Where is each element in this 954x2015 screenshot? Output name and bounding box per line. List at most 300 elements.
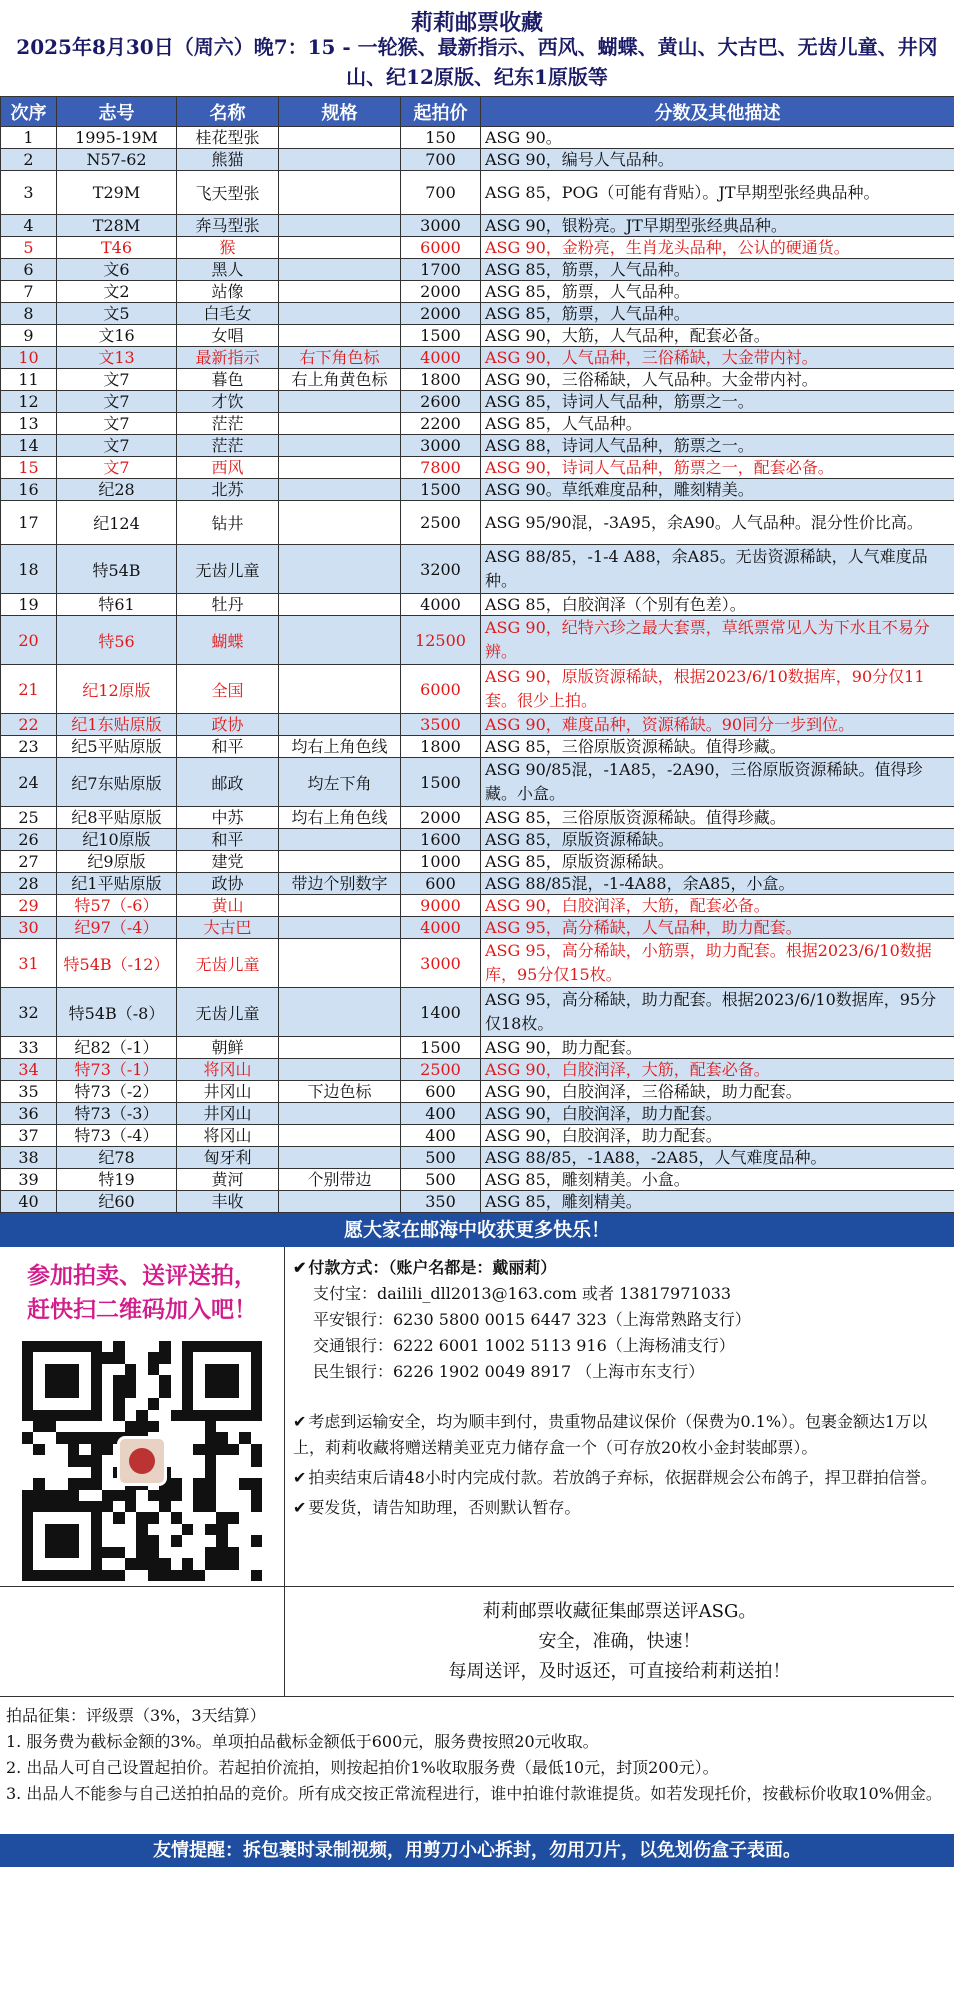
lot-desc: ASG 95，高分稀缺，小筋票，助力配套。根据2023/6/10数据库，95分仅15枚。 xyxy=(481,939,954,988)
lot-name: 西风 xyxy=(177,457,279,479)
lot-code: 纪8平贴原版 xyxy=(57,807,177,829)
lot-name: 奔马型张 xyxy=(177,215,279,237)
lot-name: 蝴蝶 xyxy=(177,616,279,665)
table-row xyxy=(1,171,954,215)
table-row xyxy=(1,1037,954,1059)
lot-spec xyxy=(279,917,401,939)
lot-name: 飞天型张 xyxy=(177,171,279,215)
lot-code: 特61 xyxy=(57,594,177,616)
lot-spec: 个别带边 xyxy=(279,1169,401,1191)
lot-order: 21 xyxy=(1,665,57,714)
lot-name: 才饮 xyxy=(177,391,279,413)
lot-price: 2000 xyxy=(401,807,481,829)
lot-order: 35 xyxy=(1,1081,57,1103)
pitch-line-1: 莉莉邮票收藏征集邮票送评ASG。 xyxy=(482,1601,757,1622)
table-row xyxy=(1,917,954,939)
lot-order: 31 xyxy=(1,939,57,988)
lot-desc: ASG 90，银粉亮。JT早期型张经典品种。 xyxy=(481,215,954,237)
wish-banner: 愿大家在邮海中收获更多快乐！ xyxy=(0,1213,954,1247)
lot-name: 熊猫 xyxy=(177,149,279,171)
lot-order: 28 xyxy=(1,873,57,895)
lot-desc: ASG 90，助力配套。 xyxy=(481,1037,954,1059)
col-desc: 分数及其他描述 xyxy=(481,97,954,127)
table-row xyxy=(1,479,954,501)
lot-spec: 右下角色标 xyxy=(279,347,401,369)
lot-price: 400 xyxy=(401,1103,481,1125)
lot-spec: 右上角黄色标 xyxy=(279,369,401,391)
rule-item: 3. 出品人不能参与自己送拍拍品的竞价。所有成交按正常流程进行，谁中拍谁付款谁提货。如若发现托价，按截标价收取10%佣金。 xyxy=(6,1784,942,1803)
lot-desc: ASG 85，三俗原版资源稀缺。值得珍藏。 xyxy=(481,736,954,758)
lot-desc: ASG 85，白胶润泽（个别有色差）。 xyxy=(481,594,954,616)
lot-code: 纪97（-4） xyxy=(57,917,177,939)
lot-desc: ASG 90，纪特六珍之最大套票，草纸票常见人为下水且不易分辨。 xyxy=(481,616,954,665)
lot-desc: ASG 90/85混，-1A85，-2A90，三俗原版资源稀缺。值得珍藏。小盒。 xyxy=(481,758,954,807)
lot-code: 文2 xyxy=(57,281,177,303)
lot-spec xyxy=(279,259,401,281)
lot-price: 9000 xyxy=(401,895,481,917)
lot-spec xyxy=(279,1059,401,1081)
lot-spec xyxy=(279,215,401,237)
payment-line: 交通银行：6222 6001 1002 5113 916（上海杨浦支行） xyxy=(313,1336,735,1355)
lot-price: 12500 xyxy=(401,616,481,665)
payment-line: 民生银行：6226 1902 0049 8917 （上海市东支行） xyxy=(313,1362,705,1381)
lots-table xyxy=(0,96,954,1213)
check-icon: ✔ xyxy=(293,1412,307,1431)
lot-code: 文13 xyxy=(57,347,177,369)
lot-order: 22 xyxy=(1,714,57,736)
lot-order: 23 xyxy=(1,736,57,758)
lot-desc: ASG 88，诗词人气品种，筋票之一。 xyxy=(481,435,954,457)
auction-subtitle: 2025年8月30日（周六）晚7：15 - 一轮猴、最新指示、西风、蝴蝶、黄山、大古巴、无齿儿童、井冈山、纪12原版、纪东1原版等 xyxy=(16,35,938,89)
lot-desc: ASG 90，白胶润泽，助力配套。 xyxy=(481,1103,954,1125)
lot-name: 牡丹 xyxy=(177,594,279,616)
lot-order: 37 xyxy=(1,1125,57,1147)
lot-code: 纪28 xyxy=(57,479,177,501)
lot-desc: ASG 85，雕刻精美。小盒。 xyxy=(481,1169,954,1191)
lot-desc: ASG 95，高分稀缺，助力配套。根据2023/6/10数据库，95分仅18枚。 xyxy=(481,988,954,1037)
table-row xyxy=(1,413,954,435)
lot-price: 7800 xyxy=(401,457,481,479)
table-row xyxy=(1,303,954,325)
lot-code: 纪124 xyxy=(57,501,177,545)
lot-price: 6000 xyxy=(401,665,481,714)
grading-pitch xyxy=(285,1587,954,1696)
lot-price: 1500 xyxy=(401,758,481,807)
lot-order: 29 xyxy=(1,895,57,917)
lot-spec xyxy=(279,594,401,616)
lot-price: 500 xyxy=(401,1169,481,1191)
lot-code: 特73（-3） xyxy=(57,1103,177,1125)
page-title: 莉莉邮票收藏 xyxy=(410,10,543,36)
lot-order: 17 xyxy=(1,501,57,545)
lot-price: 350 xyxy=(401,1191,481,1213)
lot-order: 27 xyxy=(1,851,57,873)
lot-price: 1800 xyxy=(401,736,481,758)
lot-spec xyxy=(279,237,401,259)
lot-order: 14 xyxy=(1,435,57,457)
lot-code: N57-62 xyxy=(57,149,177,171)
lot-order: 26 xyxy=(1,829,57,851)
lot-order: 30 xyxy=(1,917,57,939)
lot-order: 24 xyxy=(1,758,57,807)
lot-spec: 均右上角色线 xyxy=(279,807,401,829)
lot-desc: ASG 85，诗词人气品种，筋票之一。 xyxy=(481,391,954,413)
payment-line: 平安银行：6230 5800 0015 6447 323（上海常熟路支行） xyxy=(313,1310,751,1329)
lot-spec xyxy=(279,501,401,545)
lot-order: 32 xyxy=(1,988,57,1037)
lot-name: 猴 xyxy=(177,237,279,259)
lot-spec xyxy=(279,895,401,917)
table-row xyxy=(1,714,954,736)
lot-spec xyxy=(279,413,401,435)
lot-desc: ASG 90，难度品种，资源稀缺。90同分一步到位。 xyxy=(481,714,954,736)
note-payment-deadline: ✔ 拍卖结束后请48小时内完成付款。若放鸽子弃标，依据群规会公布鸽子，捍卫群拍信誉。 xyxy=(293,1468,937,1487)
lot-desc: ASG 90，原版资源稀缺，根据2023/6/10数据库，90分仅11套。很少上拍。 xyxy=(481,665,954,714)
lot-code: T29M xyxy=(57,171,177,215)
lot-code: 文7 xyxy=(57,457,177,479)
lot-name: 桂花型张 xyxy=(177,127,279,149)
lot-order: 20 xyxy=(1,616,57,665)
lot-spec xyxy=(279,391,401,413)
pitch-line-2: 安全，准确，快速！ xyxy=(538,1631,701,1652)
lot-spec: 下边色标 xyxy=(279,1081,401,1103)
lot-desc: ASG 90，白胶润泽，助力配套。 xyxy=(481,1125,954,1147)
lot-spec xyxy=(279,325,401,347)
table-row xyxy=(1,665,954,714)
lot-price: 3000 xyxy=(401,215,481,237)
lot-name: 井冈山 xyxy=(177,1081,279,1103)
lot-spec xyxy=(279,988,401,1037)
lot-spec xyxy=(279,939,401,988)
note-delivery: ✔ 要发货，请告知助理，否则默认暂存。 xyxy=(293,1498,581,1517)
table-row xyxy=(1,215,954,237)
table-row xyxy=(1,807,954,829)
lot-spec xyxy=(279,665,401,714)
lot-code: 特73（-4） xyxy=(57,1125,177,1147)
lot-desc: ASG 90，白胶润泽，大筋，配套必备。 xyxy=(481,1059,954,1081)
lot-desc: ASG 90，金粉亮，生肖龙头品种，公认的硬通货。 xyxy=(481,237,954,259)
lot-name: 和平 xyxy=(177,736,279,758)
table-row xyxy=(1,1103,954,1125)
col-spec: 规格 xyxy=(279,97,401,127)
rules-heading: 拍品征集：评级票（3%，3天结算） xyxy=(6,1706,266,1725)
lot-desc: ASG 85，POG（可能有背贴）。JT早期型张经典品种。 xyxy=(481,171,954,215)
lot-price: 700 xyxy=(401,171,481,215)
lot-code: 纪82（-1） xyxy=(57,1037,177,1059)
lot-order: 2 xyxy=(1,149,57,171)
lot-code: 文5 xyxy=(57,303,177,325)
table-row xyxy=(1,347,954,369)
lot-desc: ASG 85，雕刻精美。 xyxy=(481,1191,954,1213)
lot-name: 将冈山 xyxy=(177,1059,279,1081)
lot-name: 大古巴 xyxy=(177,917,279,939)
table-row xyxy=(1,851,954,873)
table-row xyxy=(1,758,954,807)
lot-code: 纪7东贴原版 xyxy=(57,758,177,807)
table-row xyxy=(1,369,954,391)
lot-desc: ASG 88/85混，-1-4A88，余A85，小盒。 xyxy=(481,873,954,895)
table-row xyxy=(1,1147,954,1169)
lot-spec: 带边个别数字 xyxy=(279,873,401,895)
lot-code: 纪78 xyxy=(57,1147,177,1169)
lot-price: 2600 xyxy=(401,391,481,413)
table-row xyxy=(1,829,954,851)
lot-desc: ASG 88/85，-1-4 A88，余A85。无齿资源稀缺，人气难度品种。 xyxy=(481,545,954,594)
lot-price: 400 xyxy=(401,1125,481,1147)
qr-code-icon[interactable] xyxy=(22,1341,262,1581)
lot-spec xyxy=(279,1147,401,1169)
table-row xyxy=(1,259,954,281)
lot-spec xyxy=(279,149,401,171)
lot-spec xyxy=(279,714,401,736)
lot-code: 文7 xyxy=(57,369,177,391)
lot-code: 特54B xyxy=(57,545,177,594)
lot-price: 3500 xyxy=(401,714,481,736)
table-row xyxy=(1,594,954,616)
lot-desc: ASG 85，筋票，人气品种。 xyxy=(481,281,954,303)
payment-heading xyxy=(293,1255,946,1281)
lot-price: 1500 xyxy=(401,325,481,347)
footer-reminder: 友情提醒：拆包裹时录制视频，用剪刀小心拆封，勿用刀片，以免划伤盒子表面。 xyxy=(0,1834,954,1867)
lot-spec xyxy=(279,1037,401,1059)
lot-order: 33 xyxy=(1,1037,57,1059)
lot-code: T28M xyxy=(57,215,177,237)
lot-name: 无齿儿童 xyxy=(177,545,279,594)
lot-name: 政协 xyxy=(177,714,279,736)
lot-code: 文6 xyxy=(57,259,177,281)
lot-desc: ASG 85，三俗原版资源稀缺。值得珍藏。 xyxy=(481,807,954,829)
payment-panel xyxy=(285,1247,954,1586)
lot-desc: ASG 90，诗词人气品种，筋票之一，配套必备。 xyxy=(481,457,954,479)
promo-line-2: 赶快扫二维码加入吧！ xyxy=(27,1296,257,1323)
table-row xyxy=(1,127,954,149)
pitch-line-3: 每周送评，及时返还，可直接给莉莉送拍！ xyxy=(448,1661,791,1682)
lot-order: 25 xyxy=(1,807,57,829)
table-row xyxy=(1,988,954,1037)
lot-name: 黄山 xyxy=(177,895,279,917)
lot-price: 3000 xyxy=(401,435,481,457)
lot-desc: ASG 88/85，-1A88，-2A85，人气难度品种。 xyxy=(481,1147,954,1169)
col-name: 名称 xyxy=(177,97,279,127)
note-shipping: ✔ 考虑到运输安全，均为顺丰到付，贵重物品建议保价（保费为0.1%）。包裹金额达1万以上，莉莉收藏将赠送精美亚克力储存盒一个（可存放20枚小金封装邮票）。 xyxy=(293,1412,928,1457)
lot-desc: ASG 90。 xyxy=(481,127,954,149)
lot-order: 3 xyxy=(1,171,57,215)
lot-code: 特56 xyxy=(57,616,177,665)
pitch-block xyxy=(0,1587,954,1697)
table-row xyxy=(1,873,954,895)
lot-order: 8 xyxy=(1,303,57,325)
check-icon: ✔ xyxy=(293,1258,307,1277)
lots-body xyxy=(1,127,954,1213)
table-row xyxy=(1,149,954,171)
lot-price: 1700 xyxy=(401,259,481,281)
lot-code: 纪60 xyxy=(57,1191,177,1213)
lot-spec xyxy=(279,457,401,479)
lot-price: 4000 xyxy=(401,917,481,939)
lot-order: 1 xyxy=(1,127,57,149)
lot-name: 黑人 xyxy=(177,259,279,281)
lot-code: 纪5平贴原版 xyxy=(57,736,177,758)
lot-spec xyxy=(279,127,401,149)
lot-price: 700 xyxy=(401,149,481,171)
lot-price: 1500 xyxy=(401,479,481,501)
table-row xyxy=(1,616,954,665)
lot-order: 6 xyxy=(1,259,57,281)
lot-code: 特57（-6） xyxy=(57,895,177,917)
lot-name: 丰收 xyxy=(177,1191,279,1213)
qr-panel xyxy=(0,1247,285,1586)
lot-spec xyxy=(279,1103,401,1125)
lot-spec xyxy=(279,435,401,457)
lot-code: 特73（-2） xyxy=(57,1081,177,1103)
lot-spec xyxy=(279,1125,401,1147)
table-row xyxy=(1,1169,954,1191)
lot-order: 12 xyxy=(1,391,57,413)
lot-order: 7 xyxy=(1,281,57,303)
lot-desc: ASG 90，白胶润泽，大筋，配套必备。 xyxy=(481,895,954,917)
check-icon: ✔ xyxy=(293,1468,307,1487)
header xyxy=(0,0,954,96)
lot-order: 38 xyxy=(1,1147,57,1169)
table-row xyxy=(1,1125,954,1147)
lot-price: 4000 xyxy=(401,594,481,616)
table-row xyxy=(1,1081,954,1103)
lot-spec xyxy=(279,545,401,594)
lot-spec: 均左下角 xyxy=(279,758,401,807)
col-order: 次序 xyxy=(1,97,57,127)
lot-price: 6000 xyxy=(401,237,481,259)
lot-price: 2200 xyxy=(401,413,481,435)
lot-name: 白毛女 xyxy=(177,303,279,325)
lot-name: 茫茫 xyxy=(177,413,279,435)
lot-code: T46 xyxy=(57,237,177,259)
lot-desc: ASG 90。草纸难度品种，雕刻精美。 xyxy=(481,479,954,501)
lot-desc: ASG 85，筋票，人气品种。 xyxy=(481,303,954,325)
lot-desc: ASG 85，原版资源稀缺。 xyxy=(481,829,954,851)
lot-price: 4000 xyxy=(401,347,481,369)
lot-price: 1600 xyxy=(401,829,481,851)
lot-order: 5 xyxy=(1,237,57,259)
lot-name: 无齿儿童 xyxy=(177,939,279,988)
rule-item: 1. 服务费为截标金额的3%。单项拍品截标金额低于600元，服务费按照20元收取。 xyxy=(6,1732,599,1751)
lot-code: 1995-19M xyxy=(57,127,177,149)
lot-desc: ASG 90，白胶润泽，三俗稀缺，助力配套。 xyxy=(481,1081,954,1103)
lot-code: 文7 xyxy=(57,391,177,413)
table-row xyxy=(1,1059,954,1081)
table-row xyxy=(1,281,954,303)
lot-spec xyxy=(279,281,401,303)
lot-price: 2500 xyxy=(401,1059,481,1081)
lot-name: 井冈山 xyxy=(177,1103,279,1125)
lot-order: 9 xyxy=(1,325,57,347)
table-row xyxy=(1,939,954,988)
lot-price: 600 xyxy=(401,873,481,895)
lot-price: 500 xyxy=(401,1147,481,1169)
lot-name: 建党 xyxy=(177,851,279,873)
table-row xyxy=(1,736,954,758)
table-row xyxy=(1,545,954,594)
lot-code: 特54B（-8） xyxy=(57,988,177,1037)
payment-heading-text: 付款方式：（账户名都是：戴丽莉） xyxy=(308,1258,557,1277)
lot-code: 特19 xyxy=(57,1169,177,1191)
lot-name: 匈牙利 xyxy=(177,1147,279,1169)
col-code: 志号 xyxy=(57,97,177,127)
lot-order: 18 xyxy=(1,545,57,594)
lot-price: 1400 xyxy=(401,988,481,1037)
lot-code: 文16 xyxy=(57,325,177,347)
lot-desc: ASG 85，人气品种。 xyxy=(481,413,954,435)
lot-spec xyxy=(279,171,401,215)
lot-order: 34 xyxy=(1,1059,57,1081)
lot-order: 39 xyxy=(1,1169,57,1191)
table-row xyxy=(1,501,954,545)
lot-name: 和平 xyxy=(177,829,279,851)
lot-price: 2000 xyxy=(401,303,481,325)
lot-code: 纪1东贴原版 xyxy=(57,714,177,736)
check-icon: ✔ xyxy=(293,1498,307,1517)
info-block xyxy=(0,1247,954,1587)
lot-desc: ASG 90，编号人气品种。 xyxy=(481,149,954,171)
lot-name: 黄河 xyxy=(177,1169,279,1191)
rule-item: 2. 出品人可自己设置起拍价。若起拍价流拍，则按起拍价1%收取服务费（最低10元，封顶200元）。 xyxy=(6,1758,719,1777)
lot-price: 2000 xyxy=(401,281,481,303)
lot-price: 1500 xyxy=(401,1037,481,1059)
lot-price: 3200 xyxy=(401,545,481,594)
table-row xyxy=(1,457,954,479)
promo-text xyxy=(8,1259,276,1327)
lot-spec xyxy=(279,1191,401,1213)
lot-order: 10 xyxy=(1,347,57,369)
table-row xyxy=(1,237,954,259)
table-row xyxy=(1,435,954,457)
lot-name: 女唱 xyxy=(177,325,279,347)
lot-spec xyxy=(279,303,401,325)
lot-desc: ASG 90，大筋，人气品种，配套必备。 xyxy=(481,325,954,347)
lot-price: 600 xyxy=(401,1081,481,1103)
lot-price: 1000 xyxy=(401,851,481,873)
lot-order: 15 xyxy=(1,457,57,479)
lot-name: 朝鲜 xyxy=(177,1037,279,1059)
lot-order: 13 xyxy=(1,413,57,435)
lot-order: 16 xyxy=(1,479,57,501)
lot-desc: ASG 85，筋票，人气品种。 xyxy=(481,259,954,281)
lot-order: 11 xyxy=(1,369,57,391)
lot-price: 3000 xyxy=(401,939,481,988)
lot-code: 特73（-1） xyxy=(57,1059,177,1081)
lot-spec xyxy=(279,851,401,873)
lot-name: 中苏 xyxy=(177,807,279,829)
lot-price: 150 xyxy=(401,127,481,149)
table-header-row xyxy=(1,97,954,127)
lot-order: 4 xyxy=(1,215,57,237)
lot-spec xyxy=(279,829,401,851)
table-row xyxy=(1,895,954,917)
table-row xyxy=(1,325,954,347)
lot-spec: 均右上角色线 xyxy=(279,736,401,758)
lot-code: 文7 xyxy=(57,435,177,457)
promo-line-1: 参加拍卖、送评送拍， xyxy=(27,1262,257,1289)
lot-code: 特54B（-12） xyxy=(57,939,177,988)
lot-desc: ASG 90，人气品种，三俗稀缺，大金带内衬。 xyxy=(481,347,954,369)
lot-code: 纪9原版 xyxy=(57,851,177,873)
lot-name: 茫茫 xyxy=(177,435,279,457)
lot-code: 纪1平贴原版 xyxy=(57,873,177,895)
consignment-rules xyxy=(0,1697,954,1834)
lot-code: 纪10原版 xyxy=(57,829,177,851)
lot-spec xyxy=(279,479,401,501)
lot-name: 暮色 xyxy=(177,369,279,391)
table-row xyxy=(1,391,954,413)
